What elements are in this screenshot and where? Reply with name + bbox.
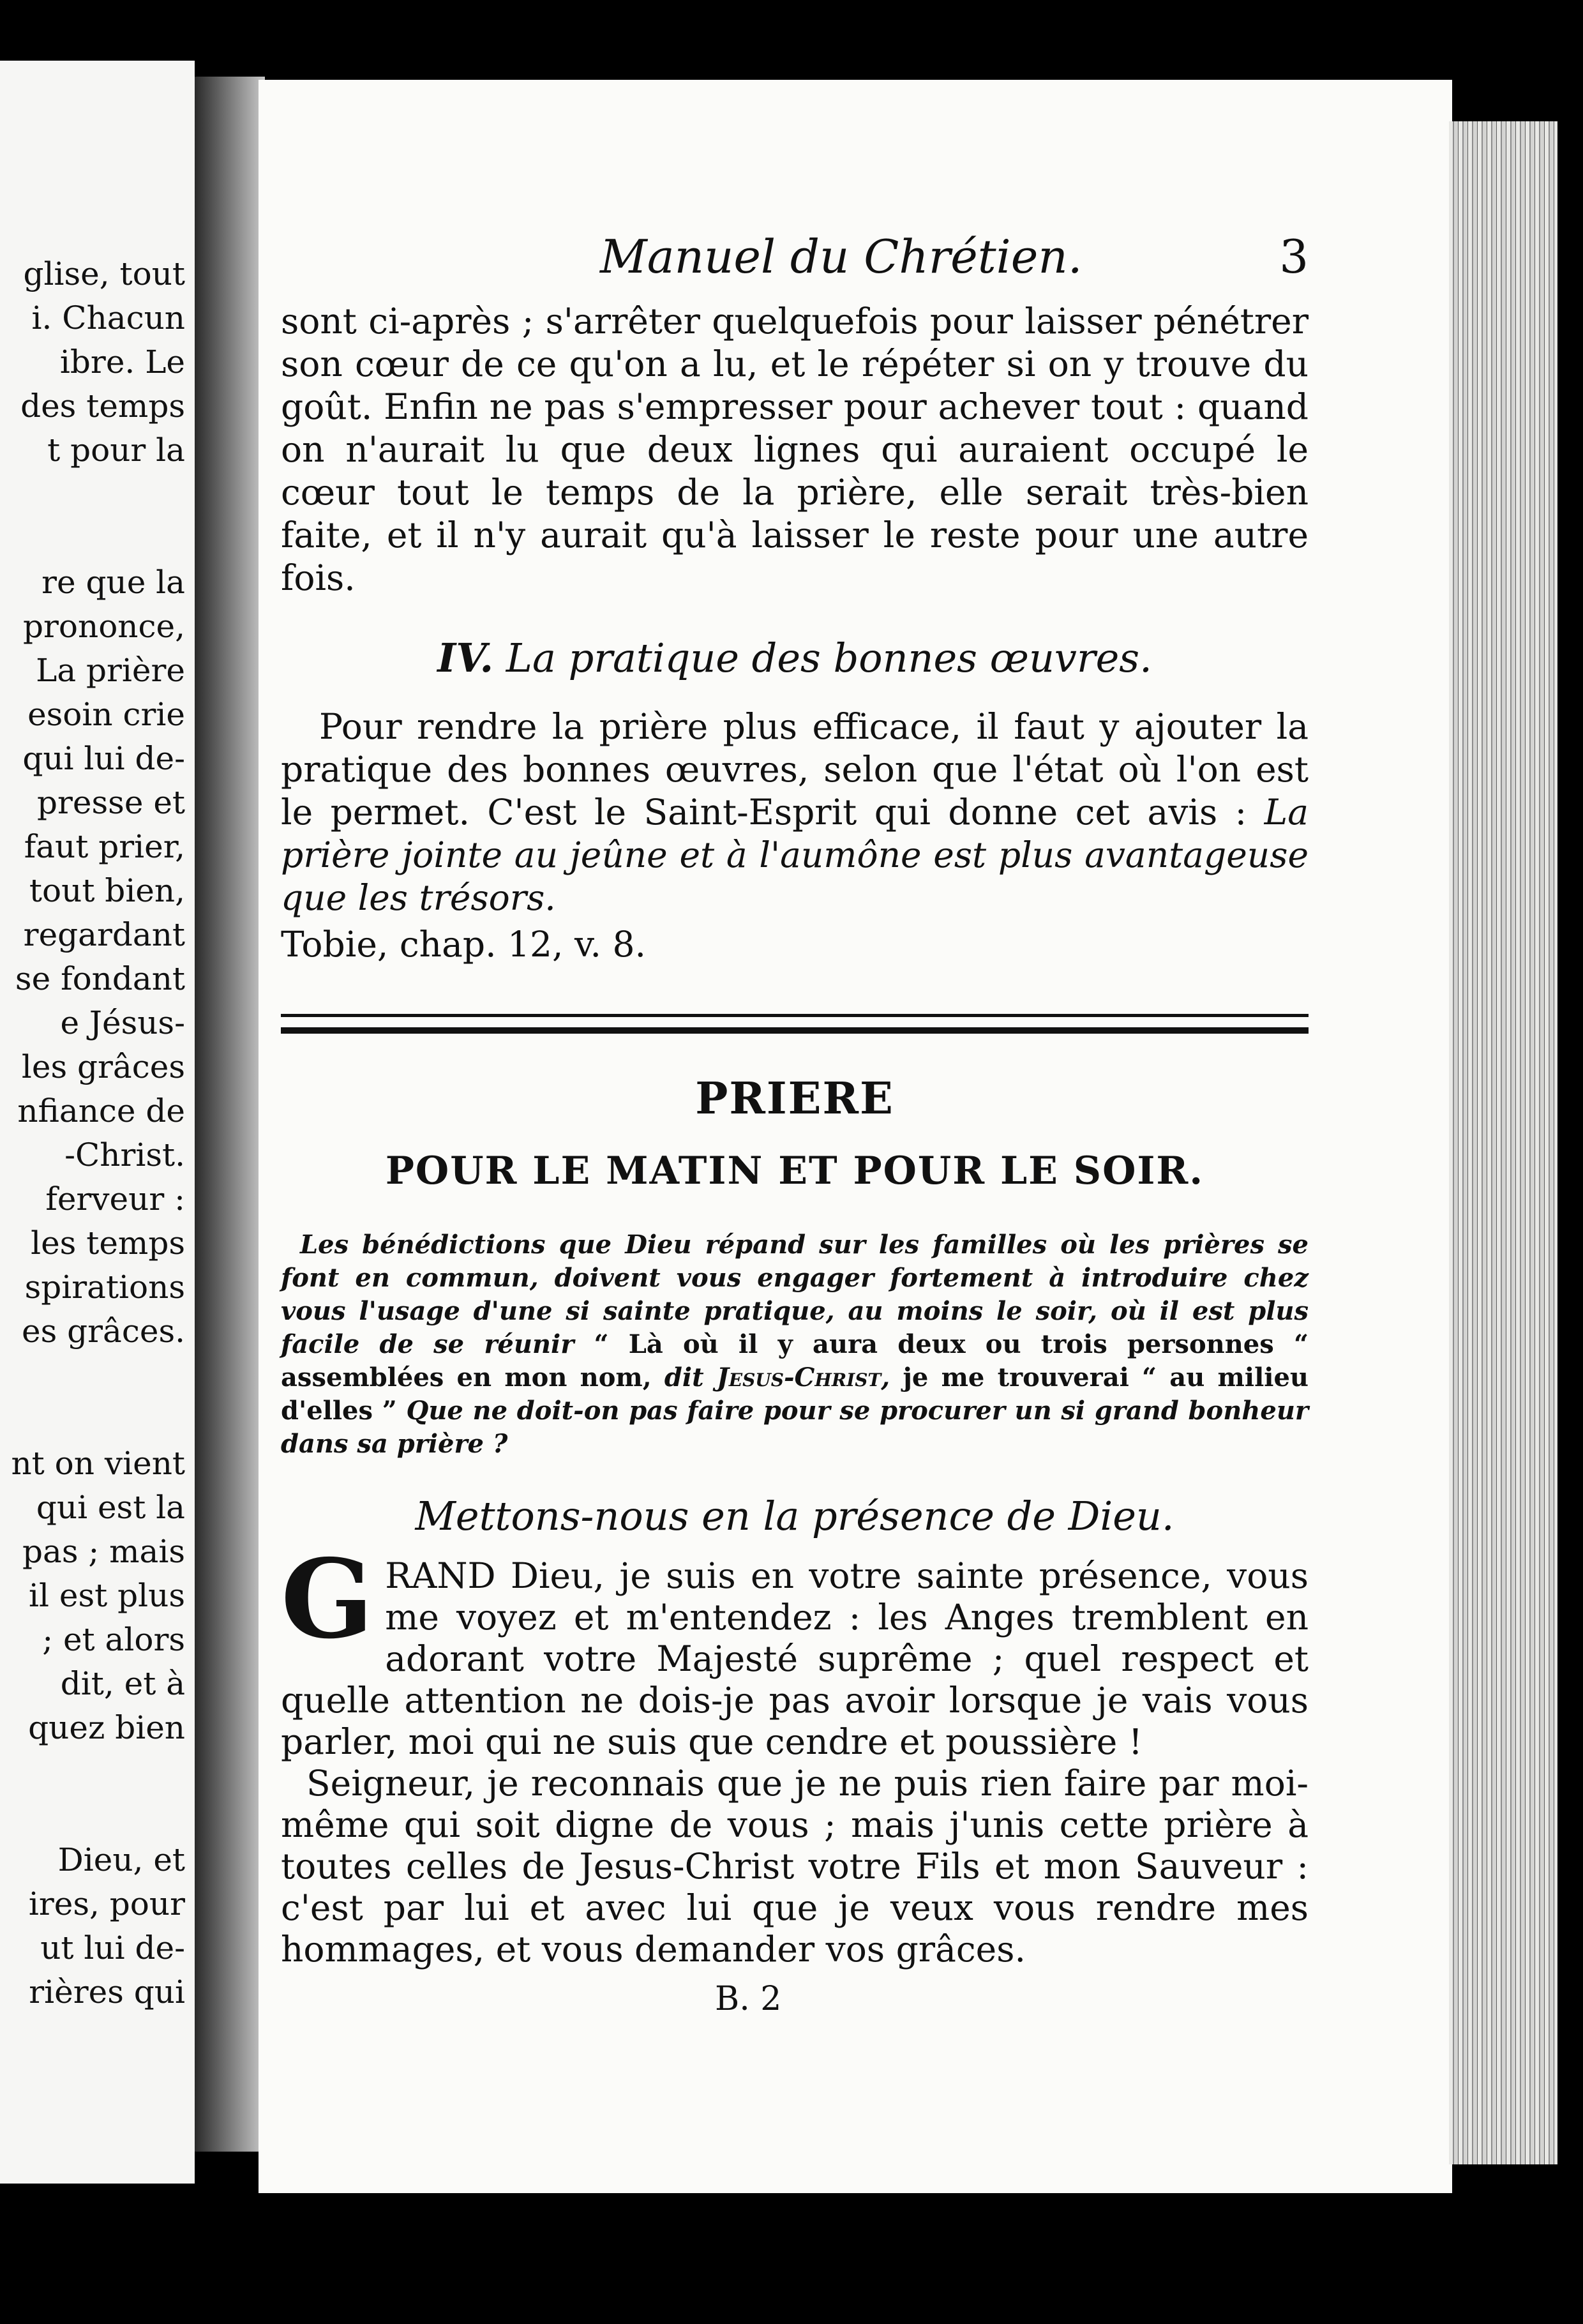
page-number: 3 [1279, 230, 1309, 283]
left-page-line: tout bien, [29, 872, 185, 909]
double-rule [281, 1014, 1309, 1034]
left-page-line: qui lui de- [22, 740, 185, 777]
paragraph-2-text: Pour rendre la prière plus efficace, il faut y ajouter la pratique des bonnes œuvres, selon que l'état où l'on est le permet. C'est le Saint-Esprit qui donne cet avis : [281, 706, 1309, 833]
note-text-2: Que ne doit-on pas faire pour se procurer un si grand bonheur dans sa prière ? [281, 1396, 1309, 1459]
left-page-line: -Christ. [64, 1136, 185, 1173]
left-page-line: esoin crie [27, 696, 185, 733]
signature-mark: B. 2 [715, 1980, 782, 2018]
right-page-content [281, 230, 1309, 2018]
presence-heading: Mettons-nous en la présence de Dieu. [415, 1493, 1174, 1539]
left-page-line: ferveur : [45, 1181, 185, 1218]
left-page-line [0, 472, 185, 517]
left-page-line: qui est la [36, 1489, 185, 1526]
section-number: IV. [437, 635, 494, 681]
prayer-paragraph-2: Seigneur, je reconnais que je ne puis rien faire par moi-même qui soit digne de vous ; mais j'unis cette prière à toutes celles de Jesus-Christ votre Fils et mon Sauveur : c'est par lui et avec lui que je veux vous rendre mes hommages, et vous demander vos grâces. [281, 1763, 1309, 1970]
prayer-title: PRIERE [695, 1073, 894, 1124]
left-page-line: nt on vient [11, 1445, 185, 1482]
running-head: Manuel du Chrétien. [600, 230, 1083, 283]
left-page-line: presse et [37, 784, 185, 821]
left-page-line: il est plus [29, 1577, 185, 1614]
note-quote-1: “ Là où il y aura deux ou trois personnes “ assemblées en mon nom, [281, 1329, 1309, 1392]
page-edges [1449, 121, 1557, 2164]
left-page-line [0, 517, 185, 561]
paragraph-1: sont ci-après ; s'arrêter quelquefois pour laisser pénétrer son cœur de ce qu'on a lu, et le répéter si on y trouve du goût. Enfin ne pas s'empresser pour achever tout : quand on n'aurait lu que deux lignes qui auraient occupé le cœur tout le temps de la prière, elle serait très-bien faite, et il n'y aurait qu'à laisser le reste pour une autre fois. [281, 301, 1309, 598]
citation: Tobie, chap. 12, v. 8. [281, 924, 646, 965]
paragraph-2 [281, 706, 1309, 919]
left-page-line [0, 1398, 185, 1442]
left-page-line: rières qui [29, 1973, 185, 2011]
prayer-paragraph-1-text: Dieu, je suis en votre sainte présence, vous me voyez et m'entendez : les Anges tremblent en adorant votre Majesté suprême ; quel respect et quelle attention ne dois-je pas avoir lorsque je vais vous parler, moi qui ne suis que cendre et poussière ! [281, 1555, 1309, 1762]
left-page-line: ut lui de- [40, 1929, 185, 1966]
left-page-line: les temps [31, 1225, 185, 1262]
left-page-line: t pour la [47, 432, 185, 469]
left-page-line: faut prier, [24, 828, 185, 865]
paragraph-2-quote: La prière jointe au jeûne et à l'aumône est plus avantageuse que les trésors. [281, 792, 1309, 918]
section-heading [281, 635, 1309, 681]
left-page-line: e Jésus- [60, 1004, 185, 1041]
left-page-line: des temps [20, 388, 185, 425]
drop-cap: G [281, 1535, 374, 1663]
left-page-line: quez bien [28, 1709, 185, 1746]
note-dit: dit [664, 1362, 704, 1392]
prayer-first-word: RAND [385, 1555, 496, 1596]
page-header [281, 230, 1309, 300]
left-page-line: dit, et à [60, 1665, 185, 1702]
left-page-line: pas ; mais [22, 1533, 185, 1570]
note-jesus-christ: Jesus-Christ, [716, 1362, 890, 1392]
note-quote-2: je me trouverai “ au milieu d'elles ” [281, 1362, 1309, 1426]
section-title: La pratique des bonnes œuvres. [506, 635, 1152, 681]
left-page-line: i. Chacun [31, 299, 185, 336]
note-text-1: Les bénédictions que Dieu répand sur les familles où les prières se font en commun, doivent vous engager fortement à introduire chez vous l'usage d'une si sainte pratique, au moins le soir, où il est plus facile de se réunir [281, 1230, 1309, 1359]
left-page [0, 61, 195, 2184]
left-page-line: nfiance de [17, 1092, 185, 1129]
left-page-line: La prière [36, 652, 185, 689]
introductory-note [281, 1228, 1309, 1461]
left-page-line: les grâces [21, 1048, 185, 1085]
left-page-line: se fondant [15, 960, 185, 997]
left-page-line: spirations [24, 1269, 185, 1306]
left-page-line [0, 1794, 185, 1838]
left-page-line: regardant [23, 916, 185, 953]
left-page-text [0, 252, 185, 2014]
left-page-line [0, 1354, 185, 1398]
left-page-line: ; et alors [42, 1621, 185, 1658]
left-page-line: glise, tout [23, 255, 185, 292]
left-page-line: ibre. Le [59, 343, 185, 381]
left-page-line [0, 1750, 185, 1794]
left-page-line: Dieu, et [57, 1841, 185, 1878]
left-page-line: ires, pour [28, 1885, 185, 1922]
prayer-subtitle: POUR LE MATIN ET POUR LE SOIR. [385, 1149, 1204, 1193]
book-gutter [195, 77, 265, 2152]
left-page-line: prononce, [22, 608, 185, 645]
left-page-line: es grâces. [21, 1313, 185, 1350]
prayer-paragraph-1 [281, 1535, 1309, 1763]
left-page-line: re que la [41, 564, 185, 601]
